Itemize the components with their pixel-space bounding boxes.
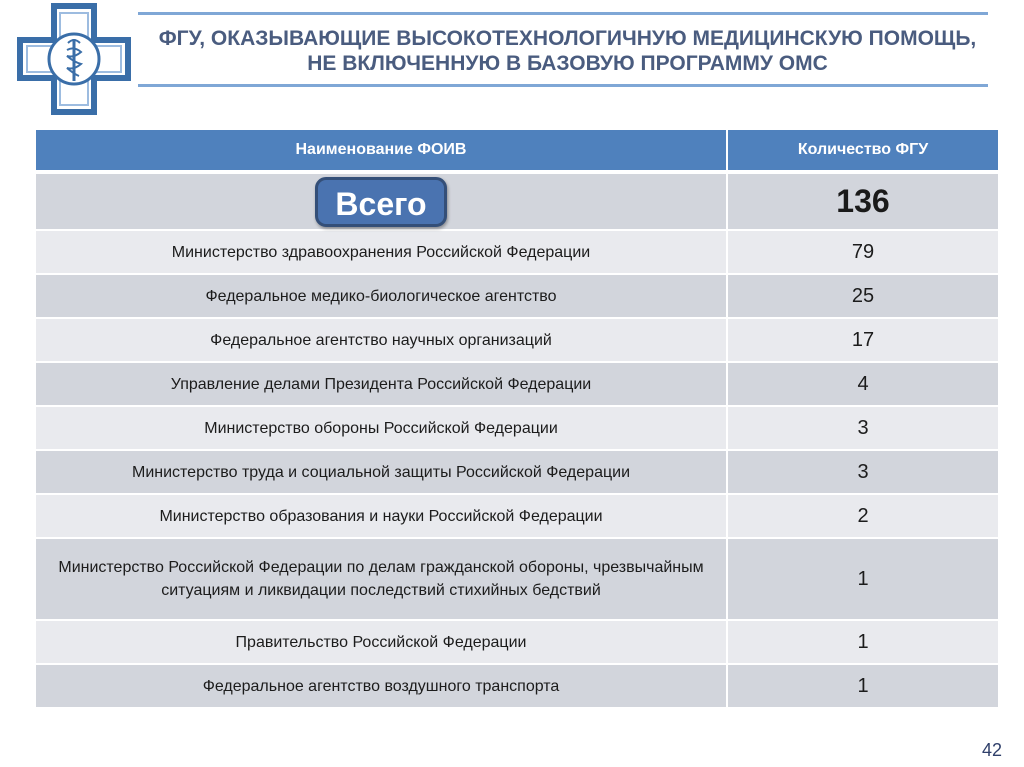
table-row bbox=[35, 664, 999, 708]
row-count: 3 bbox=[727, 406, 999, 450]
row-count: 1 bbox=[727, 664, 999, 708]
row-count: 25 bbox=[727, 274, 999, 318]
header-rule-top bbox=[138, 12, 988, 15]
table-row bbox=[35, 318, 999, 362]
row-name: Министерство Российской Федерации по делам гражданской обороны, чрезвычайным ситуациям и ликвидации последствий стихийных бедствий bbox=[35, 538, 727, 620]
table-row bbox=[35, 230, 999, 274]
total-row bbox=[35, 172, 999, 230]
page-title-line-2: НЕ ВКЛЮЧЕННУЮ В БАЗОВУЮ ПРОГРАММУ ОМС bbox=[307, 52, 828, 75]
total-value: 136 bbox=[727, 172, 999, 230]
row-count: 79 bbox=[727, 230, 999, 274]
table-row bbox=[35, 274, 999, 318]
medical-cross-caduceus-icon bbox=[16, 2, 132, 116]
row-count: 1 bbox=[727, 620, 999, 664]
row-name: Федеральное медико-биологическое агентство bbox=[35, 274, 727, 318]
row-count: 3 bbox=[727, 450, 999, 494]
row-name: Федеральное агентство научных организаций bbox=[35, 318, 727, 362]
column-header-name: Наименование ФОИВ bbox=[35, 129, 727, 172]
column-header-count: Количество ФГУ bbox=[727, 129, 999, 172]
row-count: 4 bbox=[727, 362, 999, 406]
row-name: Федеральное агентство воздушного транспорта bbox=[35, 664, 727, 708]
fgu-table bbox=[34, 128, 1000, 709]
row-name: Министерство обороны Российской Федерации bbox=[35, 406, 727, 450]
page-title bbox=[150, 26, 985, 82]
table-row bbox=[35, 494, 999, 538]
row-count: 2 bbox=[727, 494, 999, 538]
row-name: Министерство труда и социальной защиты Российской Федерации bbox=[35, 450, 727, 494]
row-name: Управление делами Президента Российской Федерации bbox=[35, 362, 727, 406]
page-title-line-1: ФГУ, ОКАЗЫВАЮЩИЕ ВЫСОКОТЕХНОЛОГИЧНУЮ МЕДИЦИНСКУЮ ПОМОЩЬ, bbox=[158, 27, 977, 50]
table-row bbox=[35, 538, 999, 620]
row-name: Министерство образования и науки Российской Федерации bbox=[35, 494, 727, 538]
table-header-row bbox=[35, 129, 999, 172]
total-badge: Всего bbox=[315, 177, 446, 227]
page-number: 42 bbox=[982, 740, 1003, 760]
table-row bbox=[35, 406, 999, 450]
header-rule-bottom bbox=[138, 84, 988, 87]
table-row bbox=[35, 362, 999, 406]
table-row bbox=[35, 620, 999, 664]
total-label-cell bbox=[35, 172, 727, 230]
row-count: 1 bbox=[727, 538, 999, 620]
row-name: Министерство здравоохранения Российской Федерации bbox=[35, 230, 727, 274]
row-count: 17 bbox=[727, 318, 999, 362]
row-name: Правительство Российской Федерации bbox=[35, 620, 727, 664]
table-row bbox=[35, 450, 999, 494]
